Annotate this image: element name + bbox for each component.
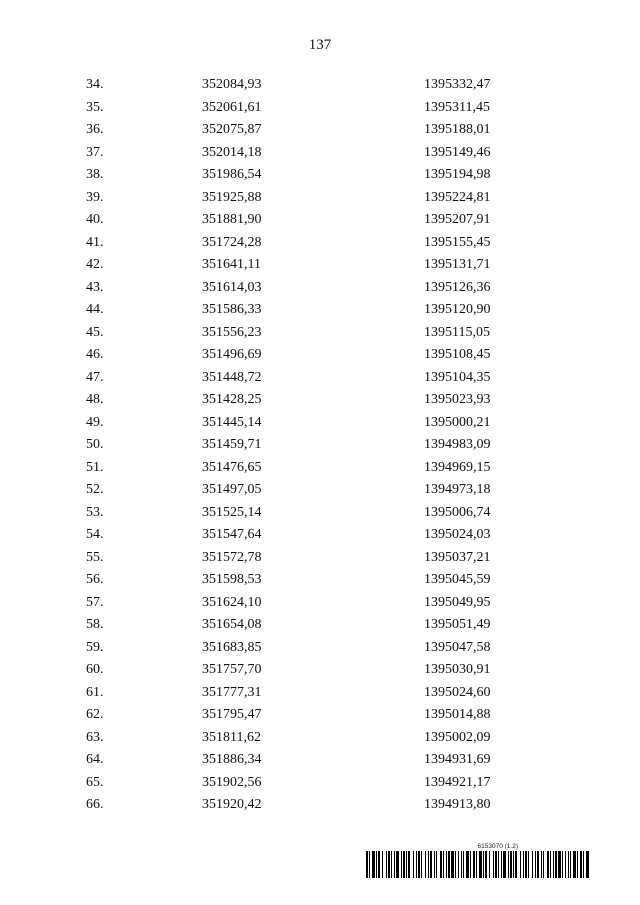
row-number: 64. bbox=[86, 752, 104, 767]
x-coordinate: 351448,72 bbox=[202, 369, 262, 385]
row-number: 43. bbox=[86, 279, 104, 295]
y-coordinate: 1394969,15 bbox=[424, 459, 491, 475]
coordinates-table bbox=[0, 74, 640, 817]
y-coordinate: 1394931,69 bbox=[424, 752, 491, 767]
x-coordinate: 351525,14 bbox=[202, 504, 262, 520]
x-coordinate: 351902,56 bbox=[202, 774, 262, 790]
x-coordinate: 351459,71 bbox=[202, 437, 262, 452]
table-row bbox=[0, 569, 640, 592]
barcode-block bbox=[366, 843, 590, 879]
x-coordinate: 351683,85 bbox=[202, 639, 262, 655]
table-row bbox=[0, 794, 640, 817]
y-coordinate: 1395108,45 bbox=[424, 347, 491, 362]
y-coordinate: 1395047,58 bbox=[424, 639, 491, 655]
table-row bbox=[0, 614, 640, 637]
y-coordinate: 1395224,81 bbox=[424, 189, 491, 205]
y-coordinate: 1394921,17 bbox=[424, 774, 491, 790]
x-coordinate: 351598,53 bbox=[202, 572, 262, 587]
table-row bbox=[0, 412, 640, 435]
x-coordinate: 352014,18 bbox=[202, 144, 262, 160]
x-coordinate: 351556,23 bbox=[202, 324, 262, 340]
row-number: 58. bbox=[86, 617, 104, 632]
y-coordinate: 1395131,71 bbox=[424, 257, 491, 272]
x-coordinate: 351586,33 bbox=[202, 302, 262, 317]
table-row bbox=[0, 682, 640, 705]
barcode-caption: 6153070 (1.2) bbox=[477, 843, 518, 850]
row-number: 35. bbox=[86, 99, 104, 115]
table-row bbox=[0, 592, 640, 615]
y-coordinate: 1395006,74 bbox=[424, 504, 491, 520]
row-number: 52. bbox=[86, 482, 104, 497]
row-number: 65. bbox=[86, 774, 104, 790]
y-coordinate: 1395188,01 bbox=[424, 122, 491, 137]
y-coordinate: 1395023,93 bbox=[424, 392, 491, 407]
table-row bbox=[0, 142, 640, 165]
row-number: 47. bbox=[86, 369, 104, 385]
y-coordinate: 1394983,09 bbox=[424, 437, 491, 452]
x-coordinate: 352084,93 bbox=[202, 77, 262, 92]
table-row bbox=[0, 704, 640, 727]
y-coordinate: 1395051,49 bbox=[424, 617, 491, 632]
table-row bbox=[0, 344, 640, 367]
row-number: 61. bbox=[86, 684, 104, 700]
table-row bbox=[0, 389, 640, 412]
y-coordinate: 1395000,21 bbox=[424, 414, 491, 430]
page-number: 137 bbox=[308, 37, 332, 53]
table-row bbox=[0, 479, 640, 502]
row-number: 66. bbox=[86, 797, 104, 812]
row-number: 59. bbox=[86, 639, 104, 655]
x-coordinate: 351654,08 bbox=[202, 617, 262, 632]
table-row bbox=[0, 524, 640, 547]
y-coordinate: 1395120,90 bbox=[424, 302, 491, 317]
row-number: 36. bbox=[86, 122, 104, 137]
table-row bbox=[0, 322, 640, 345]
y-coordinate: 1395126,36 bbox=[424, 279, 491, 295]
x-coordinate: 351811,62 bbox=[202, 729, 261, 745]
row-number: 42. bbox=[86, 257, 104, 272]
row-number: 63. bbox=[86, 729, 104, 745]
x-coordinate: 351641,11 bbox=[202, 257, 261, 272]
row-number: 54. bbox=[86, 527, 104, 542]
y-coordinate: 1395024,03 bbox=[424, 527, 491, 542]
row-number: 51. bbox=[86, 459, 104, 475]
x-coordinate: 351886,34 bbox=[202, 752, 262, 767]
x-coordinate: 351795,47 bbox=[202, 707, 262, 722]
y-coordinate: 1395332,47 bbox=[424, 77, 491, 92]
table-row bbox=[0, 254, 640, 277]
x-coordinate: 352075,87 bbox=[202, 122, 262, 137]
y-coordinate: 1395037,21 bbox=[424, 549, 491, 565]
row-number: 46. bbox=[86, 347, 104, 362]
table-row bbox=[0, 502, 640, 525]
row-number: 34. bbox=[86, 77, 104, 92]
y-coordinate: 1395049,95 bbox=[424, 594, 491, 610]
x-coordinate: 351777,31 bbox=[202, 684, 262, 700]
table-row bbox=[0, 277, 640, 300]
row-number: 45. bbox=[86, 324, 104, 340]
x-coordinate: 351925,88 bbox=[202, 189, 262, 205]
x-coordinate: 351881,90 bbox=[202, 212, 262, 227]
row-number: 48. bbox=[86, 392, 104, 407]
x-coordinate: 351476,65 bbox=[202, 459, 262, 475]
row-number: 39. bbox=[86, 189, 104, 205]
y-coordinate: 1395104,35 bbox=[424, 369, 491, 385]
table-row bbox=[0, 772, 640, 795]
y-coordinate: 1394973,18 bbox=[424, 482, 491, 497]
x-coordinate: 351496,69 bbox=[202, 347, 262, 362]
x-coordinate: 351572,78 bbox=[202, 549, 262, 565]
table-row bbox=[0, 187, 640, 210]
x-coordinate: 351986,54 bbox=[202, 167, 262, 182]
table-row bbox=[0, 659, 640, 682]
table-row bbox=[0, 97, 640, 120]
table-row bbox=[0, 232, 640, 255]
y-coordinate: 1395194,98 bbox=[424, 167, 491, 182]
x-coordinate: 351757,70 bbox=[202, 662, 262, 677]
y-coordinate: 1395207,91 bbox=[424, 212, 491, 227]
table-row bbox=[0, 457, 640, 480]
x-coordinate: 352061,61 bbox=[202, 99, 262, 115]
x-coordinate: 351624,10 bbox=[202, 594, 262, 610]
row-number: 53. bbox=[86, 504, 104, 520]
table-row bbox=[0, 299, 640, 322]
row-number: 41. bbox=[86, 234, 104, 250]
barcode-icon bbox=[366, 851, 590, 878]
row-number: 49. bbox=[86, 414, 104, 430]
y-coordinate: 1395014,88 bbox=[424, 707, 491, 722]
table-row bbox=[0, 749, 640, 772]
table-row bbox=[0, 434, 640, 457]
table-row bbox=[0, 74, 640, 97]
table-row bbox=[0, 637, 640, 660]
y-coordinate: 1395045,59 bbox=[424, 572, 491, 587]
x-coordinate: 351497,05 bbox=[202, 482, 262, 497]
row-number: 56. bbox=[86, 572, 104, 587]
row-number: 40. bbox=[86, 212, 104, 227]
row-number: 57. bbox=[86, 594, 104, 610]
y-coordinate: 1394913,80 bbox=[424, 797, 491, 812]
row-number: 38. bbox=[86, 167, 104, 182]
y-coordinate: 1395030,91 bbox=[424, 662, 491, 677]
y-coordinate: 1395149,46 bbox=[424, 144, 491, 160]
table-row bbox=[0, 209, 640, 232]
x-coordinate: 351445,14 bbox=[202, 414, 262, 430]
x-coordinate: 351547,64 bbox=[202, 527, 262, 542]
table-row bbox=[0, 119, 640, 142]
table-row bbox=[0, 547, 640, 570]
x-coordinate: 351614,03 bbox=[202, 279, 262, 295]
y-coordinate: 1395024,60 bbox=[424, 684, 491, 700]
row-number: 60. bbox=[86, 662, 104, 677]
row-number: 50. bbox=[86, 437, 104, 452]
table-row bbox=[0, 727, 640, 750]
row-number: 62. bbox=[86, 707, 104, 722]
row-number: 37. bbox=[86, 144, 104, 160]
y-coordinate: 1395002,09 bbox=[424, 729, 491, 745]
x-coordinate: 351724,28 bbox=[202, 234, 262, 250]
y-coordinate: 1395155,45 bbox=[424, 234, 491, 250]
row-number: 44. bbox=[86, 302, 104, 317]
row-number: 55. bbox=[86, 549, 104, 565]
y-coordinate: 1395115,05 bbox=[424, 324, 490, 340]
x-coordinate: 351428,25 bbox=[202, 392, 262, 407]
table-row bbox=[0, 164, 640, 187]
table-row bbox=[0, 367, 640, 390]
x-coordinate: 351920,42 bbox=[202, 797, 262, 812]
y-coordinate: 1395311,45 bbox=[424, 99, 490, 115]
